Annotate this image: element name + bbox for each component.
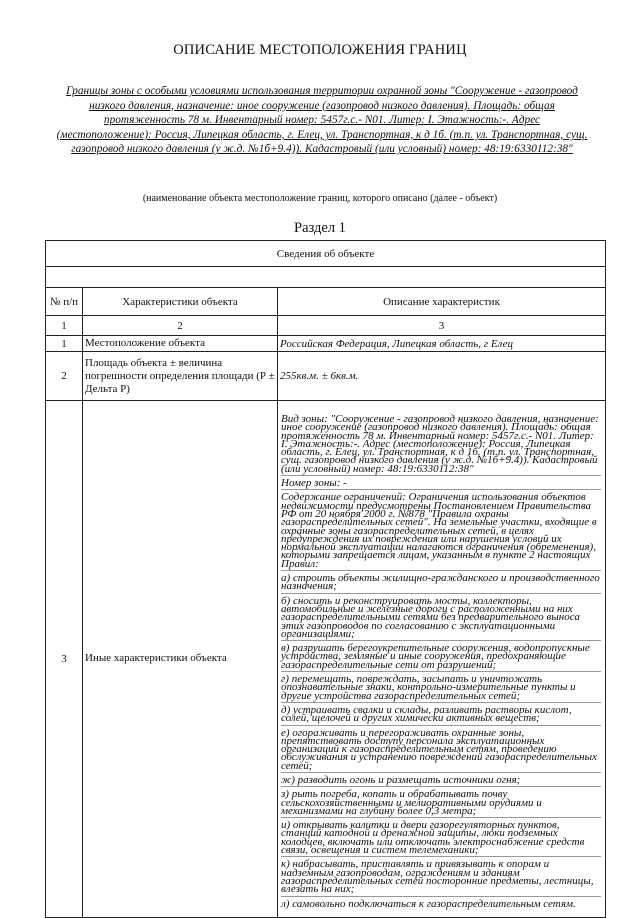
- col-number-1: 1: [46, 316, 83, 336]
- row-characteristic: Местоположение объекта: [83, 336, 278, 352]
- col-number-3: 3: [278, 316, 606, 336]
- restriction-item: г) перемещать, повреждать, засыпать и уничтожать опознавательные знаки, контрольно-измерительные пункты и другие устройства газораспределительных сетей;: [281, 675, 601, 703]
- row-number: 3: [46, 401, 83, 918]
- table-row: [46, 401, 606, 918]
- row-description: Российская Федерация, Липецкая область, г Елец: [278, 336, 606, 352]
- object-name-note: (наименование объекта местоположение границ, которого описано (далее - объект): [142, 193, 498, 204]
- zone-number-paragraph: Номер зоны: -: [281, 479, 601, 490]
- table-header: Сведения об объекте: [46, 241, 606, 267]
- table-row: [46, 352, 606, 401]
- row-characteristic: Площадь объекта ± величина погрешности определения площади (Р ± Дельта Р): [83, 352, 278, 401]
- restrictions-paragraph: Содержание ограничений: Ограничения использования объектов недвижимости предусмотрены Постановлением Правительства РФ от 20 ноября 2000 г. №878 "Правила охраны газораспределительных сетей". На земельные участки, входящие в охранные зоны газораспределительных сетей, в целях предупреждения их повреждения или нарушения условий их нормальной эксплуатации налагаются ограничения (обременения), которыми запрещается лицам, указанным в пункте 2 настоящих Правил:: [281, 493, 601, 571]
- restriction-item: в) разрушать берегоукрепительные сооружения, водопропускные устройства, земляные и иные сооружения, предохраняющие газораспределительные сети от разрушений;: [281, 644, 601, 672]
- restriction-item: д) устраивать свалки и склады, разливать растворы кислот, солей, щелочей и других химически активных веществ;: [281, 706, 601, 726]
- zone-type-paragraph: Вид зоны: "Сооружение - газопровод низкого давления, назначение: иное сооружение (газопровод низкого давления). Площадь: общая протяженность 78 м. Инвентарный номер: 5457г.с.- N01. Литер: I. Этажность:-. Адрес (местоположение): Россия, Липецкая область, г. Елец, ул. Транспортная, к д 1б. (т.п. ул. Транспортная, сущ. газопровод низкого давления (у ж.д. №1б+9.4)). Кадастровый (или условный) номер: 48:19:6330112:38": [281, 415, 601, 476]
- zone-description: Границы зоны с особыми условиями использования территории охранной зоны "Сооружение - газопровод низкого давления, назначение: иное сооружение (газопровод низкого давления). Площадь: общая протяженность 78 м. Инвентарный номер: 5457г.с.- N01. Литер: I. Этажность:-. Адрес (местоположение): Россия, Липецкая область, г. Елец, ул. Транспортная, к д 1б. (т.п. ул. Транспортная, сущ. газопровод низкого давления (у ж.д. №1б+9.4)). Кадастровый (или условный) номер: 48:19:6330112:38": [56, 85, 588, 156]
- restriction-item: к) набрасывать, приставлять и привязывать к опорам и надземным газопроводам, ограждениям и зданиям газораспределительных сетей посторонние предметы, лестницы, влезать на них;: [281, 860, 601, 896]
- row-number: 1: [46, 336, 83, 352]
- section-title: Раздел 1: [294, 220, 346, 236]
- restriction-item: е) огораживать и перегораживать охранные зоны, препятствовать доступу персонала эксплуатационных организаций к газораспределительным сетям, проведению обслуживания и устранению повреждений газораспределительных сетей;: [281, 729, 601, 773]
- restriction-item: а) строить объекты жилищно-гражданского и производственного назначения;: [281, 572, 600, 593]
- restriction-item: б) сносить и реконструировать мосты, коллекторы, автомобильные и железные дороги с расположенными на них газораспределительными сетями без предварительного выноса этих газопроводов по согласованию с эксплуатационными организациями;: [281, 597, 601, 641]
- row-description: 255кв.м. ± 6кв.м.: [278, 352, 606, 401]
- row-characteristic: Иные характеристики объекта: [83, 401, 278, 918]
- other-characteristics-description: [278, 401, 606, 918]
- object-info-table: [45, 240, 606, 918]
- table-empty-row: [46, 267, 606, 288]
- col-header-description: Описание характеристик: [278, 288, 606, 316]
- restriction-item: л) самовольно подключаться к газораспределительным сетям.: [281, 897, 576, 910]
- table-row: [46, 336, 606, 352]
- col-header-number: № п/п: [46, 288, 83, 316]
- row-number: 2: [46, 352, 83, 401]
- restriction-item: ж) разводить огонь и размещать источники огня;: [281, 776, 601, 787]
- col-number-2: 2: [83, 316, 278, 336]
- restriction-item: и) открывать калитки и двери газорегуляторных пунктов, станций катодной и дренажной защиты, люки подземных колодцев, включать или отключать электроснабжение средств связи, освещения и систем телемеханики;: [281, 821, 601, 857]
- col-header-characteristic: Характеристики объекта: [83, 288, 278, 316]
- restriction-item: з) рыть погреба, копать и обрабатывать почву сельскохозяйственными и мелиоративными орудиями и механизмами на глубину более 0,3 метра;: [281, 790, 601, 818]
- document-title: ОПИСАНИЕ МЕСТОПОЛОЖЕНИЯ ГРАНИЦ: [173, 42, 467, 58]
